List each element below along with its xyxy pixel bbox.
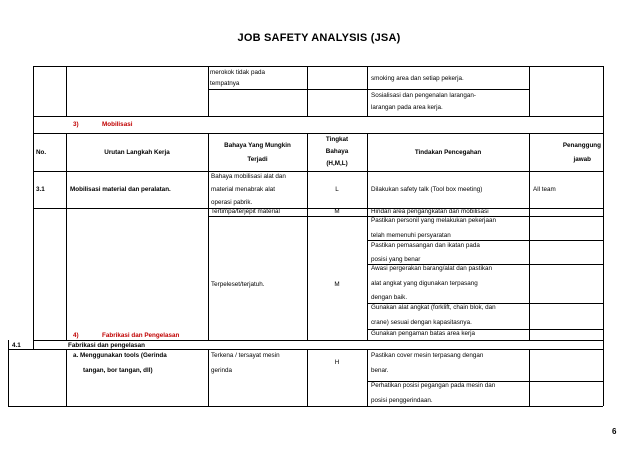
row-3-1-responsible: All team [533,186,556,193]
row-3-1-level-b: M [334,208,340,215]
document-title: JOB SAFETY ANALYSIS (JSA) [237,32,401,44]
row-4-1-control-a-1: Pastikan cover mesin terpasang dengan [371,352,484,359]
section-3-label: Mobilisasi [102,121,133,128]
header-bahaya-2: Terjadi [247,156,268,163]
section-4-number: 4) [73,332,79,339]
row-3-1-step: Mobilisasi material dan peralatan. [70,186,171,193]
row-4-1-control-b-1: Perhatikan posisi pegangan pada mesin dan [371,382,496,389]
page-number: 6 [612,427,617,436]
row-3-1-control-c-1: Pastikan personil yang melakukan pekerjaan [371,217,496,224]
top-control-1: smoking area dan setiap pekerja. [371,75,464,82]
section-3-number: 3) [73,121,79,128]
row-3-1-control-f-1: Gunakan alat angkat (forklift, chain blok, dan [371,304,496,311]
row-4-1-step-1: a. Menggunakan tools (Gerinda [73,352,167,359]
row-4-1-hazard-1: Terkena / tersayat mesin [211,352,280,359]
top-control-2: Sosialisasi dan pengenalan larangan- [371,92,477,99]
section-4-label: Fabrikasi dan Pengelasan [102,332,180,339]
row-3-1-control-e-2: alat angkat yang digunakan terpasang [371,280,478,287]
row-3-1-control-c-2: telah memenuhi persyaratan [371,232,451,239]
header-tindakan: Tindakan Pencegahan [414,149,482,156]
row-4-1-level: H [334,359,340,366]
row-4-1-control-a-2: benar. [371,367,389,374]
row-4-1-number: 4.1 [12,342,21,349]
row-4-1-hazard-2: gerinda [211,367,233,374]
row-4-1-label: Fabrikasi dan pengelasan [68,342,145,349]
row-3-1-control-e-3: dengan baik. [371,294,408,301]
header-urutan: Urutan Langkah Kerja [104,149,170,156]
row-3-1-hazard-e: Terpeleset/terjatuh. [211,281,265,288]
header-tingkat-1: Tingkat [325,136,349,143]
row-3-1-control-f-2: crane) sesuai dengan kapasitasnya. [371,319,472,326]
row-4-1-step-2: tangan, bor tangan, dll) [83,367,153,374]
row-3-1-hazard-b: Tertimpa/terjepit material [211,208,280,215]
row-4-1-control-b-2: posisi penggerindaan. [371,397,433,404]
row-3-1-control-d-1: Pastikan pemasangan dan ikatan pada [371,242,480,249]
row-3-1-control-g: Gunakan pengaman batas area kerja [371,330,475,337]
header-tingkat-2: Bahaya [325,148,349,155]
header-penanggung-2: jawab [573,156,591,163]
row-3-1-control-d-2: posisi yang benar [371,256,421,263]
row-3-1-hazard-a-2: material menabrak alat [211,186,276,193]
top-hazard-line-2: tempatnya [210,80,240,87]
header-tingkat-3: (H,M,L) [326,160,348,167]
row-3-1-number: 3.1 [36,186,45,193]
row-3-1-control-a: Dilakukan safety talk (Tool box meeting) [371,186,483,193]
row-3-1-level-a: L [335,186,339,193]
row-3-1-control-b: Hindari area pengangkatan dan mobilisasi [371,208,489,215]
header-no: No. [36,149,47,156]
row-3-1-hazard-a-1: Bahaya mobilisasi alat dan [211,173,286,180]
top-control-3: larangan pada area kerja. [371,104,443,111]
header-penanggung-1: Penanggung [562,142,601,149]
header-bahaya-1: Bahaya Yang Mungkin [224,142,291,149]
row-3-1-level-e: M [334,281,340,288]
row-3-1-control-e-1: Awasi pergerakan barang/alat dan pastikan [371,265,493,272]
row-3-1-hazard-a-3: operasi pabrik. [211,199,253,206]
top-hazard-line-1: merokok tidak pada [210,69,265,76]
